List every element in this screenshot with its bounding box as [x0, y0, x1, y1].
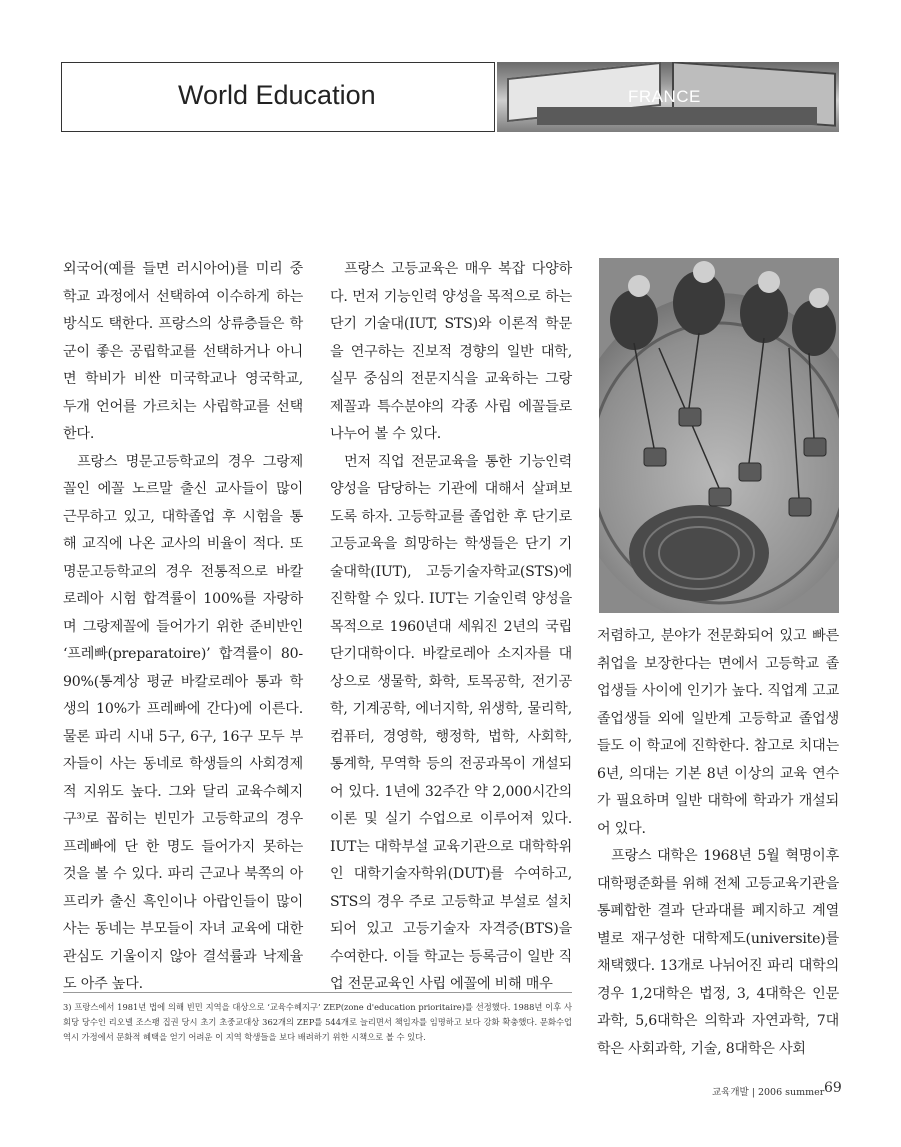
paragraph: 저렴하고, 분야가 전문화되어 있고 빠른 취업을 보장한다는 면에서 고등학교 졸업생들 사이에 인기가 높다. 직업계 고교졸업생들 외에 일반계 고등학교 졸업생들도 이 학교에 진학한다. 참고로 치대는 6년, 의대는 기본 8년 이상의 교육 연수가 필요하며 일반 대학에 학과가 개설되어 있다. — [597, 628, 839, 837]
illustration-men-drawing-water-from-manhole-icon — [599, 258, 839, 613]
header-section-label: FRANCE — [628, 87, 701, 106]
footnote: 3) 프랑스에서 1981년 법에 의해 빈민 지역을 대상으로 ‘교육수혜지구’ ZEP(zone d'education prioritaire)를 선정했다. 1988년 이후 사회당 당수인 리오넬 조스팽 집권 당시 초기 초중교대상 362개의 ZEP를 544개로 늘리면서 책임자를 임명하고 보다 강화 확충했다. 문화수업 역시 가정에서 문화적 혜택을 얻기 어려운 이 지역 학생들을 보다 배려하기 위한 시책으로 볼 수 있다. — [63, 1002, 572, 1042]
paragraph: 먼저 직업 전문교육을 통한 기능인력 양성을 담당하는 기관에 대해서 살펴보도록 하자. 고등학교를 졸업한 후 단기로 고등교육을 희망하는 학생들은 단기 기술대학(IUT), 고등기술자학교(STS)에 진학할 수 있다. IUT는 기술인력 양성을 목적으로 1960년대 세워진 2년의 국립 단기대학이다. 바칼로레아 소지자를 대상으로 생물학, 화학, 토목공학, 전기공학, 기계공학, 에너지학, 위생학, 물리학, 컴퓨터, 경영학, 행정학, 법학, 사회학, 통계학, 무역학 등의 전공과목이 개설되어 있다. 1년에 32주간 약 2,000시간의 이론 및 실기 수업으로 이루어져 있다. IUT는 대학부설 교육기관으로 대학학위인 대학기술자학위(DUT)를 수여하고, STS의 경우 주로 고등학교 부설로 설치되어 있고 고등기술자 자격증(BTS)을 수여한다. 이들 학교는 등록금이 일반 직업 전문교육인 사립 에꼴에 비해 매우 — [330, 453, 572, 992]
footer-publication: 교육개발 | 2006 summer — [712, 1087, 825, 1098]
paragraph: 프랑스 대학은 1968년 5월 혁명이후 대학평준화를 위해 전체 고등교육기관을 통폐합한 결과 단과대를 폐지하고 계열별로 재구성한 대학제도(universite)를 채택했다. 13개로 나뉘어진 파리 대학의 경우 1,2대학은 법정, 3, 4대학은 인문과학, 5,6대학은 의학과 자연과학, 7대학은 사회과학, 기술, 8대학은 사회 — [597, 848, 839, 1057]
text-column-2 — [330, 256, 572, 999]
header-title: World Education — [178, 80, 376, 110]
paragraph: 외국어(예를 들면 러시아어)를 미리 중학교 과정에서 선택하여 이수하게 하는 방식도 택한다. 프랑스의 상류층들은 학군이 좋은 공립학교를 선택하거나 아니면 학비가 비싼 미국학교나 영국학교, 두개 언어를 가르치는 사립학교를 선택한다. — [63, 261, 303, 442]
text-column-3 — [597, 623, 839, 1063]
paragraph: 프랑스 명문고등학교의 경우 그랑제꼴인 에꼴 노르말 출신 교사들이 많이 근무하고 있고, 대학졸업 후 시험을 통해 교직에 나온 교사의 비율이 적다. 또 명문고등학교의 경우 전통적으로 바칼로레아 시험 합격률이 100%를 자랑하며 그랑제꼴에 들어가기 위한 준비반인 ‘프레빠(preparatoire)’ 합격률이 80-90%(통계상 평균 바칼로레아 통과 학생의 10%가 프레빠에 간다)에 이른다. 물론 파리 시내 5구, 6구, 16구 모두 부자들이 사는 동네로 학생들의 사회경제적 지위도 높다. 그와 달리 교육수혜지구³⁾로 꼽히는 빈민가 고등학교의 경우 프레빠에 단 한 명도 들어가지 못하는 것을 볼 수 있다. 파리 근교나 북쪽의 아프리카 출신 흑인이나 아랍인들이 많이 사는 동네는 부모들이 자녀 교육에 대한 관심도 기울이지 않아 결석률과 낙제율도 아주 높다. — [63, 453, 303, 992]
illustration-image — [599, 258, 839, 613]
paragraph: 프랑스 고등교육은 매우 복잡 다양하다. 먼저 기능인력 양성을 목적으로 하는 단기 기술대(IUT, STS)와 이론적 학문을 연구하는 진보적 경향의 일반 대학, 실무 중심의 전문지식을 교육하는 그랑제꼴과 특수분야의 각종 사립 에꼴들로 나누어 볼 수 있다. — [330, 261, 572, 442]
footnote-divider — [63, 992, 572, 993]
text-column-1 — [63, 256, 303, 999]
page-number: 69 — [824, 1080, 842, 1096]
